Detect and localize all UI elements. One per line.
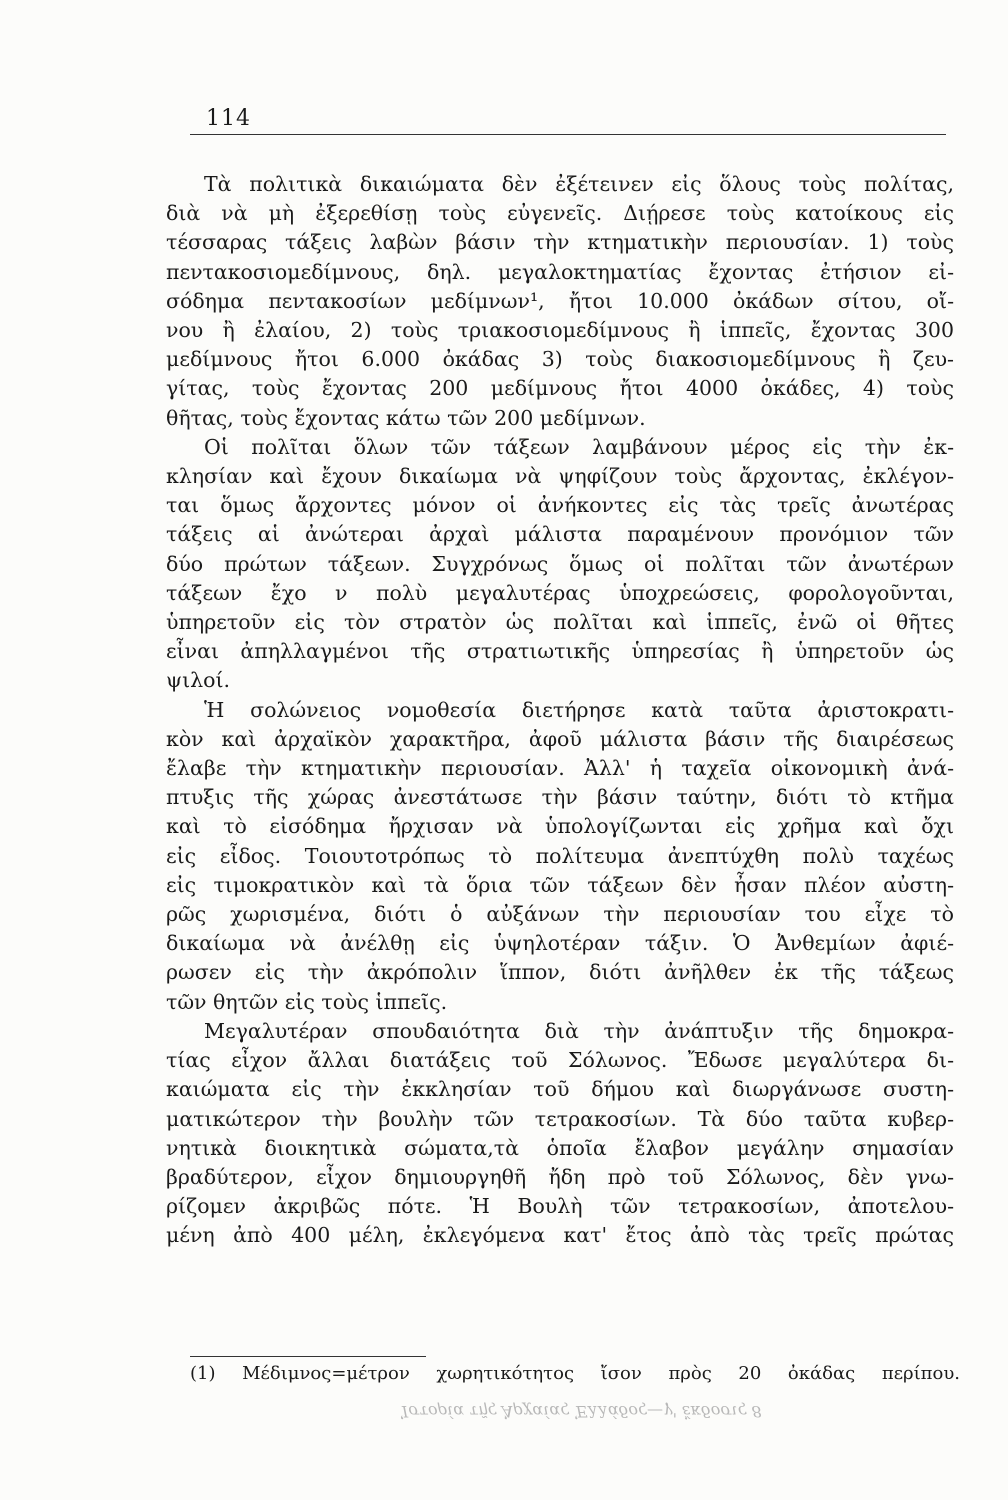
text-line: καιώματα εἰς τὴν ἐκκλησίαν τοῦ δήμου καὶ διωργάνωσε συστη- <box>166 1077 954 1102</box>
footnote-rule <box>190 1356 426 1357</box>
paragraph-2 <box>166 433 954 696</box>
text-line: δύο πρώτων τάξεων. Συγχρόνως ὅμως οἱ πολῖται τῶν ἀνωτέρων <box>166 551 954 576</box>
text-line: πεντακοσιομεδίμνους, δηλ. μεγαλοκτηματίας ἔχοντας ἐτήσιον εἰ- <box>166 259 954 284</box>
footnote: (1) Μέδιμνος=μέτρον χωρητικότητος ἴσον πρὸς 20 ὀκάδας περίπου. <box>190 1363 960 1384</box>
text-line: γίτας, τοὺς ἔχοντας 200 μεδίμνους ἤτοι 4000 ὀκάδες, 4) τοὺς <box>166 376 954 401</box>
text-line: τίας εἶχον ἄλλαι διατάξεις τοῦ Σόλωνος. Ἔδωσε μεγαλύτερα δι- <box>166 1048 954 1073</box>
text-line: ὑπηρετοῦν εἰς τὸν στρατὸν ὡς πολῖται καὶ ἱππεῖς, ἐνῶ οἱ θῆτες <box>166 610 954 635</box>
text-line: εἶναι ἀπηλλαγμένοι τῆς στρατιωτικῆς ὑπηρεσίας ἢ ὑπηρετοῦν ὡς <box>166 639 954 664</box>
text-line: ψιλοί. <box>166 668 231 693</box>
text-line: μεδίμνους ἤτοι 6.000 ὀκάδας 3) τοὺς διακοσιομεδίμνους ἢ ζευ- <box>166 347 954 372</box>
text-line: νητικὰ διοικητικὰ σώματα,τὰ ὁποῖα ἔλαβον μεγάλην σημασίαν <box>166 1135 954 1160</box>
text-line: ρίζομεν ἀκριβῶς πότε. Ἡ Βουλὴ τῶν τετρακοσίων, ἀποτελου- <box>166 1194 954 1219</box>
text-line: πτυξις τῆς χώρας ἀνεστάτωσε τὴν βάσιν ταύτην, διότι τὸ κτῆμα <box>166 785 954 810</box>
text-line: δικαίωμα νὰ ἀνέλθῃ εἰς ὑψηλοτέραν τάξιν. Ὁ Ἀνθεμίων ἀφιέ- <box>166 931 954 956</box>
text-line: τάξεις αἱ ἀνώτεραι ἀρχαὶ μάλιστα παραμένουν προνόμιον τῶν <box>166 522 954 547</box>
text-line: Ἡ σολώνειος νομοθεσία διετήρησε κατὰ ταῦτα ἀριστοκρατι- <box>204 697 954 722</box>
text-line: τάξεων ἔχο ν πολὺ μεγαλυτέρας ὑποχρεώσεις, φορολογοῦνται, <box>166 580 954 605</box>
text-line: Οἱ πολῖται ὅλων τῶν τάξεων λαμβάνουν μέρος εἰς τὴν ἐκ- <box>204 434 954 459</box>
text-line: νου ἢ ἐλαίου, 2) τοὺς τριακοσιομεδίμνους ἢ ἱππεῖς, ἔχοντας 300 <box>166 318 954 343</box>
text-line: θῆτας, τοὺς ἔχοντας κάτω τῶν 200 μεδίμνων. <box>166 405 646 430</box>
text-line: ἔλαβε τὴν κτηματικὴν περιουσίαν. Ἀλλ' ἡ ταχεῖα οἰκονομικὴ ἀνά- <box>166 756 954 781</box>
text-line: κλησίαν καὶ ἔχουν δικαίωμα νὰ ψηφίζουν τοὺς ἄρχοντας, ἐκλέγον- <box>166 464 954 489</box>
text-line: ρῶς χωρισμένα, διότι ὁ αὐξάνων τὴν περιουσίαν του εἶχε τὸ <box>166 902 954 927</box>
text-line: Μεγαλυτέραν σπουδαιότητα διὰ τὴν ἀνάπτυξιν τῆς δημοκρα- <box>204 1018 954 1043</box>
paragraph-3 <box>166 696 954 1017</box>
text-line: εἰς εἶδος. Τοιουτοτρόπως τὸ πολίτευμα ἀνεπτύχθη πολὺ ταχέως <box>166 843 954 868</box>
text-line: σόδημα πεντακοσίων μεδίμνων¹, ἤτοι 10.000 ὀκάδων σίτου, οἴ- <box>166 288 954 313</box>
bleed-through-text: Ἱστορία τῆς Ἀρχαίας Ἑλλάδος—γ' ἔκδοσις 8 <box>400 1402 762 1421</box>
text-line: τέσσαρας τάξεις λαβὼν βάσιν τὴν κτηματικὴν περιουσίαν. 1) τοὺς <box>166 230 954 255</box>
text-line: διὰ νὰ μὴ ἐξερεθίσῃ τοὺς εὐγενεῖς. Διῄρεσε τοὺς κατοίκους εἰς <box>166 201 954 226</box>
text-line: τῶν θητῶν εἰς τοὺς ἱππεῖς. <box>166 989 448 1014</box>
header-rule <box>190 134 946 135</box>
text-line: ται ὅμως ἄρχοντες μόνον οἱ ἀνήκοντες εἰς τὰς τρεῖς ἀνωτέρας <box>166 493 954 518</box>
text-line: εἰς τιμοκρατικὸν καὶ τὰ ὅρια τῶν τάξεων δὲν ἦσαν πλέον αὐστη- <box>166 872 954 897</box>
paragraph-4 <box>166 1017 954 1251</box>
text-line: ματικώτερον τὴν βουλὴν τῶν τετρακοσίων. Τὰ δύο ταῦτα κυβερ- <box>166 1106 954 1131</box>
paragraph-1 <box>166 170 954 433</box>
body-text <box>166 170 954 1251</box>
page-number: 114 <box>206 106 251 131</box>
text-line: ρωσεν εἰς τὴν ἀκρόπολιν ἵππον, διότι ἀνῆλθεν ἐκ τῆς τάξεως <box>166 960 954 985</box>
text-line: βραδύτερον, εἶχον δημιουργηθῆ ἤδη πρὸ τοῦ Σόλωνος, δὲν γνω- <box>166 1164 954 1189</box>
text-line: κὸν καὶ ἀρχαϊκὸν χαρακτῆρα, ἀφοῦ μάλιστα βάσιν τῆς διαιρέσεως <box>166 726 954 751</box>
text-line: Τὰ πολιτικὰ δικαιώματα δὲν ἐξέτεινεν εἰς ὅλους τοὺς πολίτας, <box>204 172 954 196</box>
text-line: καὶ τὸ εἰσόδημα ἤρχισαν νὰ ὑπολογίζωνται εἰς χρῆμα καὶ ὄχι <box>166 814 954 839</box>
text-line: μένη ἀπὸ 400 μέλη, ἐκλεγόμενα κατ' ἔτος ἀπὸ τὰς τρεῖς πρώτας <box>166 1223 954 1248</box>
